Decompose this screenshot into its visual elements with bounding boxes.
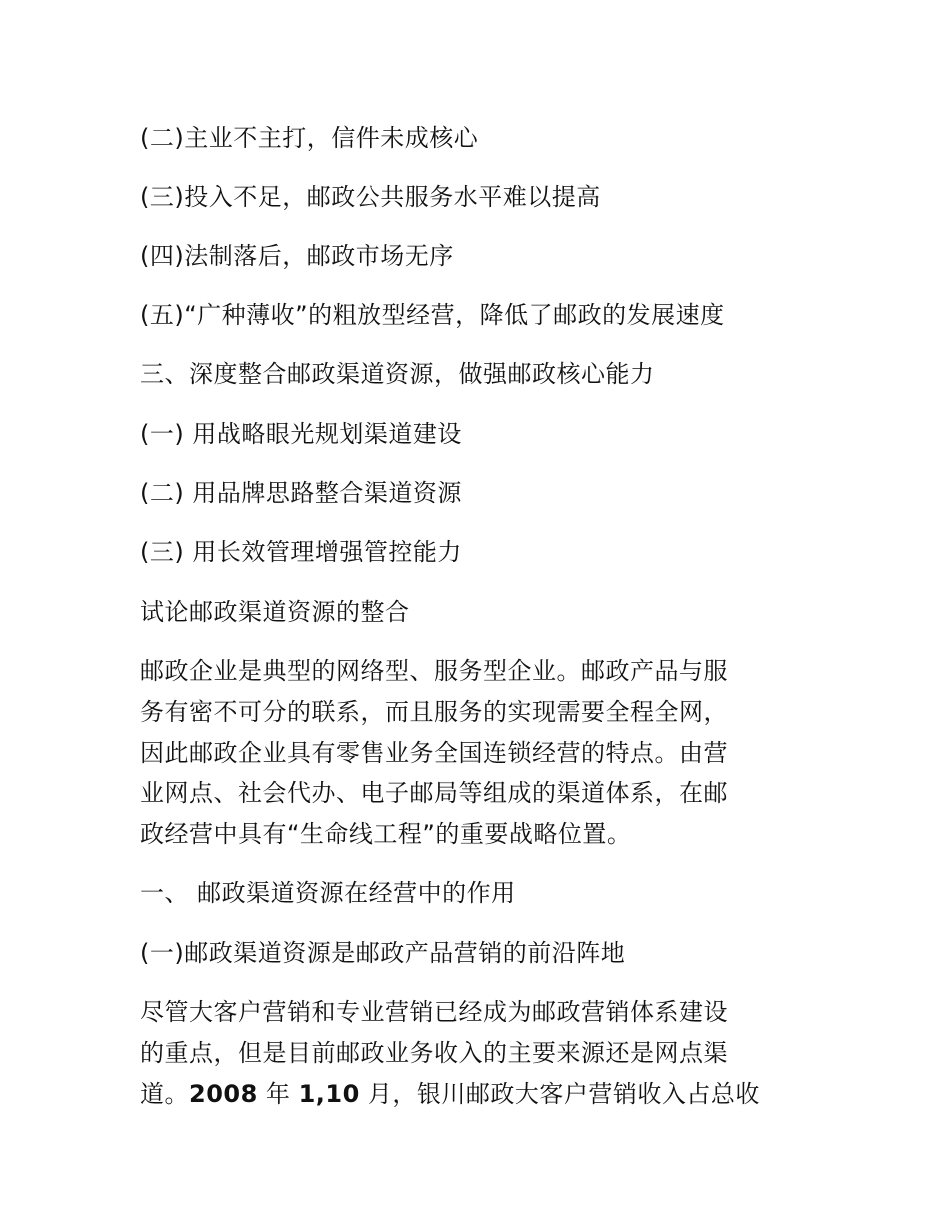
intro-paragraph: [140, 651, 810, 855]
intro-line: 邮政企业是典型的网络型、服务型企业。邮政产品与服: [140, 657, 728, 685]
subsection-heading: (一)邮政渠道资源是邮政产品营销的前沿阵地: [140, 939, 626, 967]
body-text: 年: [257, 1079, 299, 1108]
outline-item-2-4: (四)法制落后，邮政市场无序: [140, 242, 454, 270]
intro-line: 务有密不可分的联系，而且服务的实现需要全程全网，: [140, 697, 728, 726]
section-heading: 一、 邮政渠道资源在经营中的作用: [140, 879, 516, 907]
outline-item-2-5: (五)“广种薄收”的粗放型经营，降低了邮政的发展速度: [140, 301, 725, 329]
outline-item-3-3: (三) 用长效管理增强管控能力: [140, 538, 462, 566]
outline-heading-3: 三、深度整合邮政渠道资源，做强邮政核心能力: [140, 360, 655, 388]
body-text: 道。: [140, 1079, 189, 1108]
body-line: 的重点，但是目前邮政业务收入的主要来源还是网点渠: [140, 1038, 728, 1067]
year-number: 2008: [189, 1079, 258, 1108]
body-paragraph: [140, 992, 810, 1114]
outline-item-3-2: (二) 用品牌思路整合渠道资源: [140, 479, 462, 507]
outline-item-3-1: (一) 用战略眼光规划渠道建设: [140, 420, 462, 448]
body-line: 尽管大客户营销和专业营销已经成为邮政营销体系建设: [140, 998, 728, 1026]
intro-line: 政经营中具有“生命线工程”的重要战略位置。: [140, 820, 632, 849]
intro-line: 业网点、社会代办、电子邮局等组成的渠道体系，在邮: [140, 779, 728, 808]
body-line: [140, 1074, 810, 1115]
outline-item-2-2: (二)主业不主打，信件未成核心: [140, 124, 479, 152]
outline-item-2-3: (三)投入不足，邮政公共服务水平难以提高: [140, 183, 601, 211]
article-title: 试论邮政渠道资源的整合: [140, 598, 410, 626]
intro-line: 因此邮政企业具有零售业务全国连锁经营的特点。由营: [140, 738, 728, 767]
body-text: 月，银川邮政大客户营销收入占总收: [359, 1079, 760, 1108]
month-range: 1,10: [298, 1079, 360, 1108]
